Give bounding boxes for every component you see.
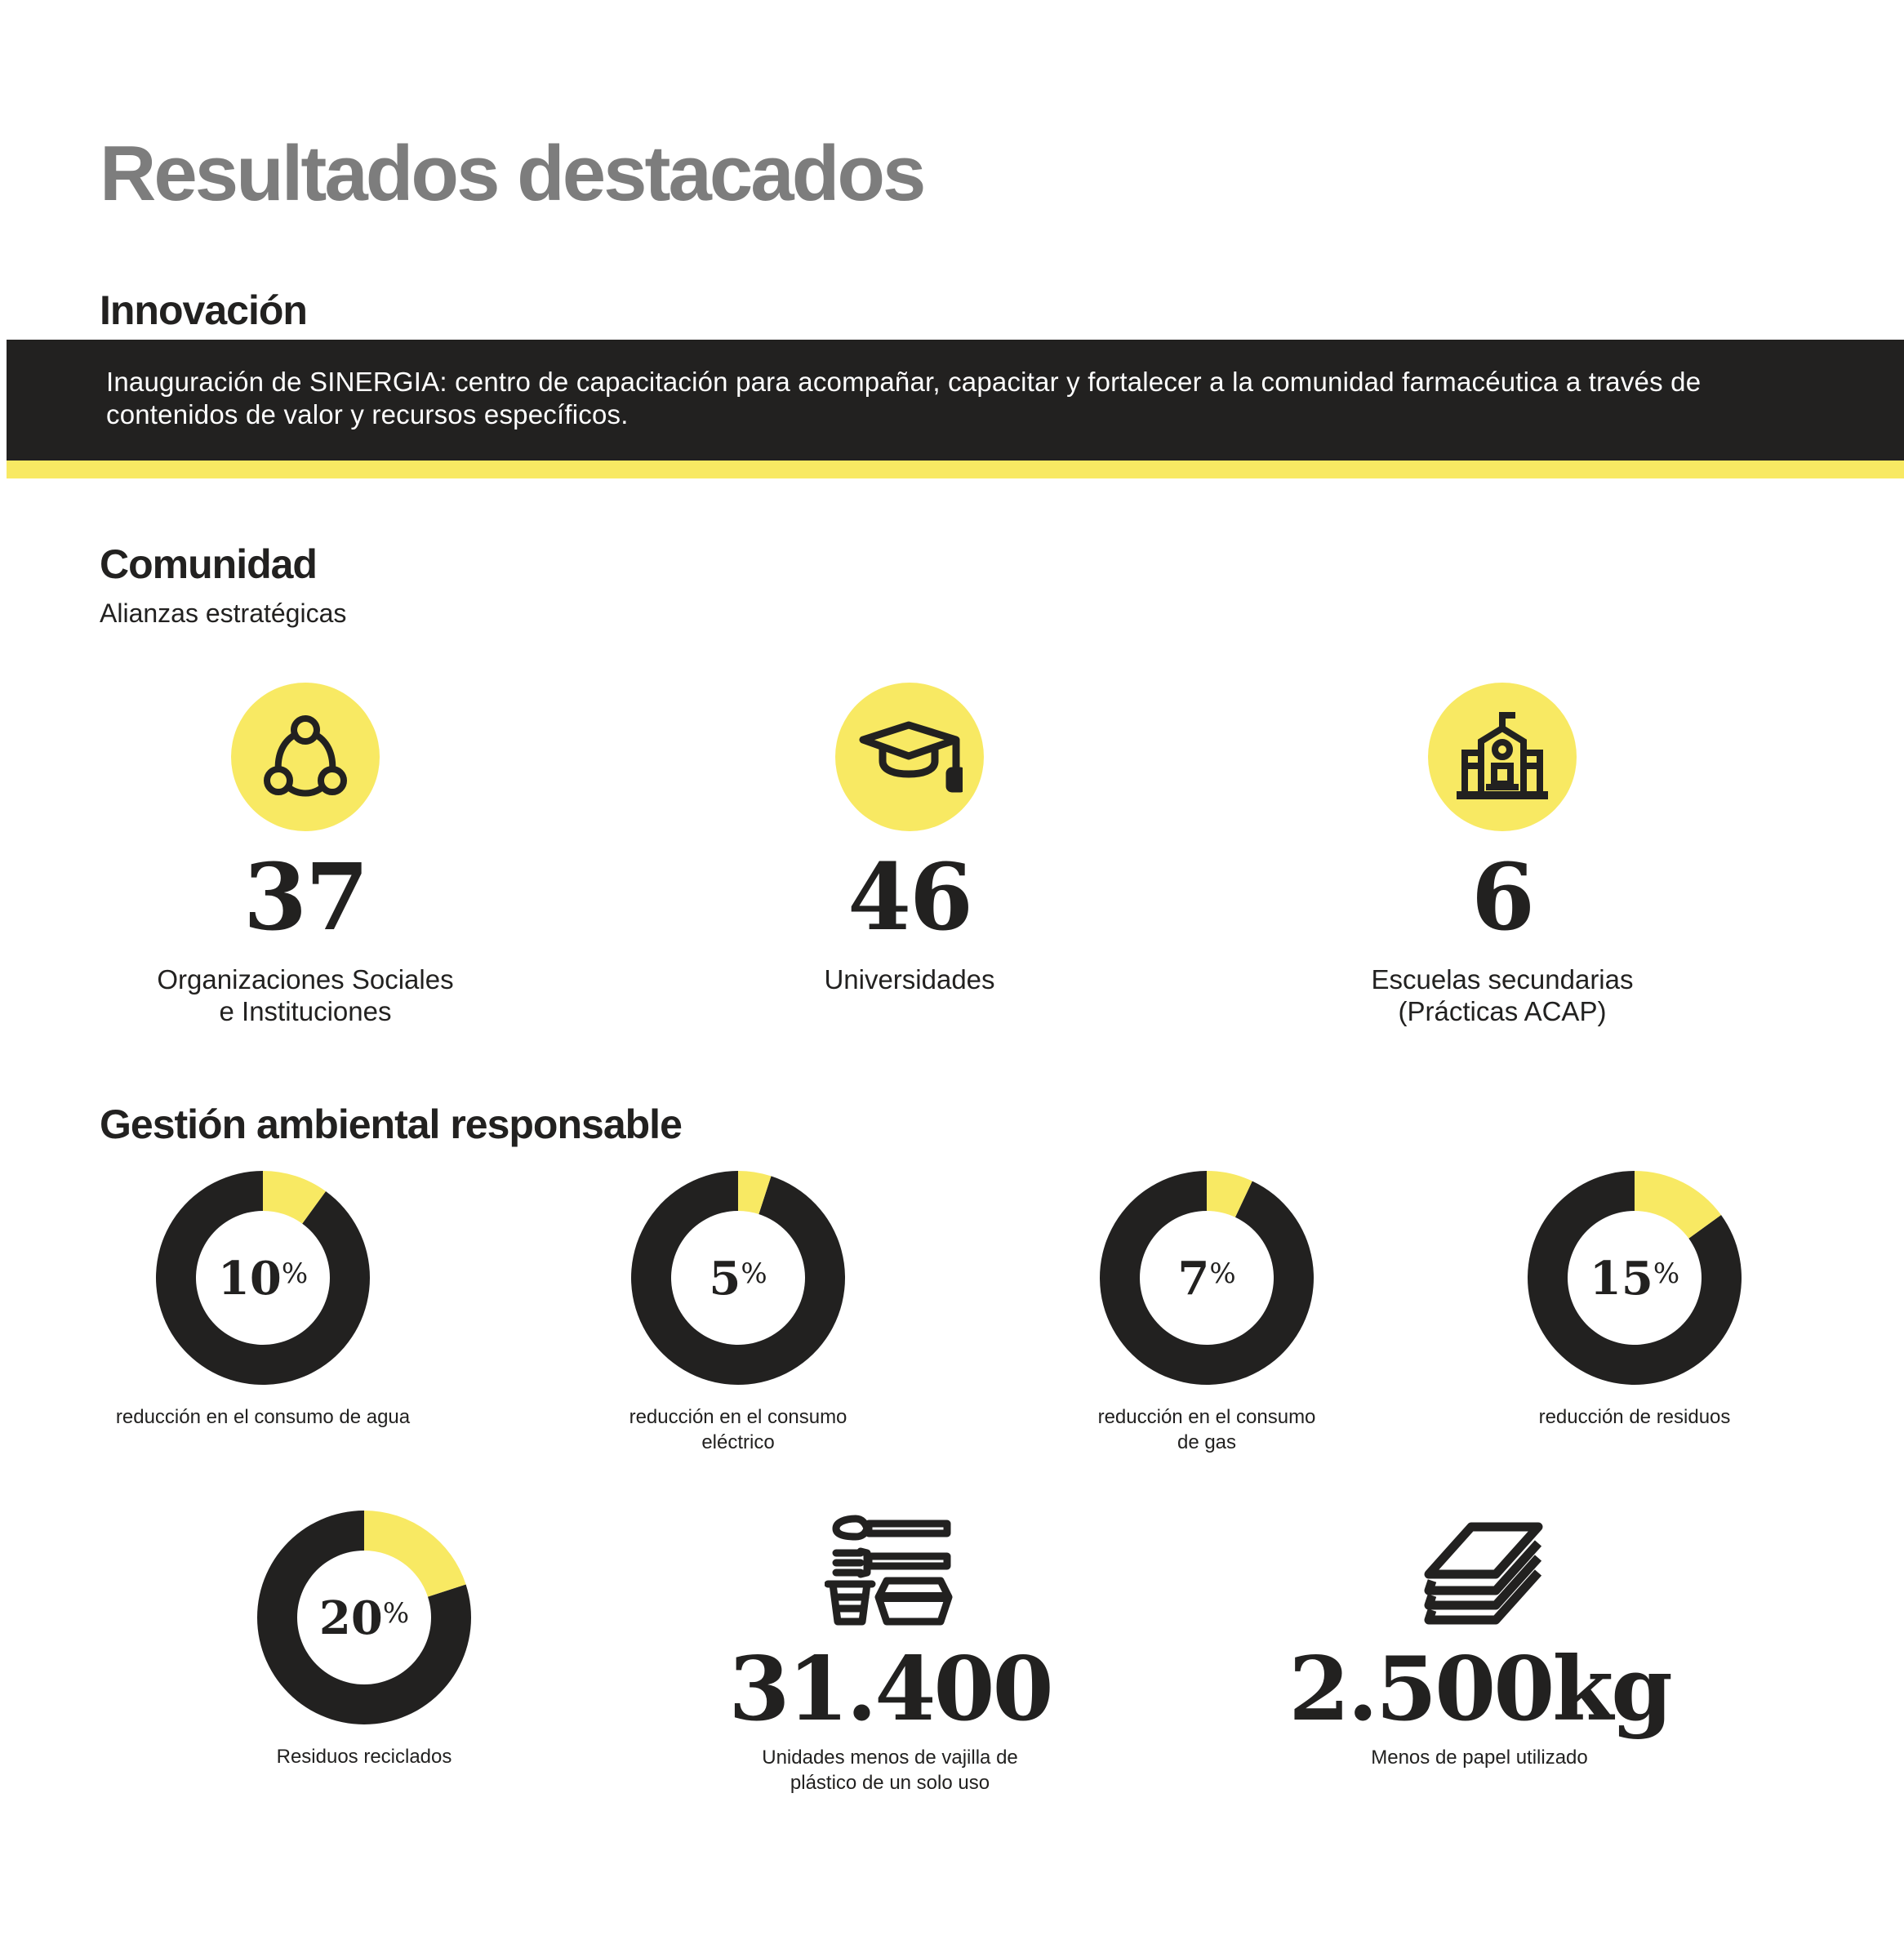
donut-label (1035, 1404, 1378, 1455)
school-building-icon (1453, 712, 1551, 802)
donut-label-line2: de gas (1177, 1431, 1237, 1453)
donut-label-line1: reducción en el consumo (1097, 1406, 1316, 1428)
disposable-tableware-icon (825, 1512, 955, 1626)
donut-label-line2: eléctrico (701, 1431, 775, 1453)
donut-percentage: 5% (709, 1252, 767, 1306)
alliance-icon-circle (1428, 683, 1577, 831)
donut-label-line1: reducción en el consumo de agua (115, 1406, 411, 1428)
donut-label-line1: reducción de residuos (1538, 1406, 1731, 1428)
alliance-value: 6 (1471, 844, 1533, 951)
donut-percentage: 15% (1589, 1252, 1680, 1306)
stat-item-paper (1234, 1512, 1724, 1770)
stat-value: 31.400 (728, 1638, 1052, 1741)
innovacion-text-line1: Inauguración de SINERGIA: centro de capacitación para acompañar, capacitar y fortalecer a la comunidad farmacéutica a través de (106, 367, 1702, 397)
alliance-label-line2: e Instituciones (219, 996, 392, 1026)
stat-label-line2: plástico de un solo uso (790, 1772, 990, 1794)
alliance-icon-circle (835, 683, 984, 831)
innovacion-text-line2: contenidos de valor y recursos específicos. (106, 399, 629, 429)
donut-value-arc (364, 1511, 466, 1597)
page-title: Resultados destacados (100, 130, 924, 217)
donut-percentage: 20% (318, 1591, 410, 1645)
comunidad-heading: Comunidad (100, 541, 317, 587)
donut-percentage: 7% (1177, 1252, 1236, 1306)
alliance-item-schools (1290, 683, 1715, 1027)
alliance-label-line1: Universidades (824, 964, 995, 995)
alliance-item-organizations (93, 683, 518, 1027)
donut-percentage: 10% (217, 1252, 309, 1306)
donut-chart (256, 1509, 473, 1726)
alliance-label (1290, 963, 1715, 1027)
paper-stack-icon (1414, 1512, 1545, 1626)
donut-label-line1: reducción en el consumo (629, 1406, 847, 1428)
donut-item-gas (1035, 1169, 1378, 1455)
alliance-label-line1: Escuelas secundarias (1371, 964, 1634, 995)
stat-label (645, 1745, 1135, 1795)
stat-value: 2.500kg (1288, 1638, 1670, 1741)
comunidad-subtitle: Alianzas estratégicas (100, 598, 347, 628)
innovacion-accent-bar (7, 461, 1904, 478)
donut-item-recycled (193, 1509, 536, 1769)
alliance-label-line1: Organizaciones Sociales (157, 964, 454, 995)
innovacion-text (106, 366, 1739, 431)
alliance-label (93, 963, 518, 1027)
alliance-label-line2: (Prácticas ACAP) (1398, 996, 1607, 1026)
donut-label-line1: Residuos reciclados (276, 1746, 452, 1768)
donut-label (91, 1404, 434, 1430)
gestion-heading: Gestión ambiental responsable (100, 1101, 682, 1147)
donut-item-waste (1463, 1169, 1806, 1430)
alliance-value: 37 (243, 844, 367, 951)
stat-item-tableware (645, 1512, 1135, 1795)
stat-label-line1: Menos de papel utilizado (1371, 1747, 1588, 1769)
donut-chart (1098, 1169, 1315, 1386)
network-icon (260, 712, 350, 802)
alliance-value: 46 (847, 844, 972, 951)
donut-label (567, 1404, 910, 1455)
stat-label (1234, 1745, 1724, 1770)
stat-label-line1: Unidades menos de vajilla de (762, 1747, 1018, 1769)
donut-label (1463, 1404, 1806, 1430)
donut-chart (1526, 1169, 1743, 1386)
donut-label (193, 1744, 536, 1769)
donut-chart (629, 1169, 847, 1386)
graduation-cap-icon (856, 720, 963, 794)
innovacion-heading: Innovación (100, 287, 307, 333)
alliance-label (697, 963, 1122, 995)
donut-item-electric (567, 1169, 910, 1455)
alliance-item-universities (697, 683, 1122, 995)
donut-chart (154, 1169, 371, 1386)
alliance-icon-circle (231, 683, 380, 831)
donut-item-water (91, 1169, 434, 1430)
